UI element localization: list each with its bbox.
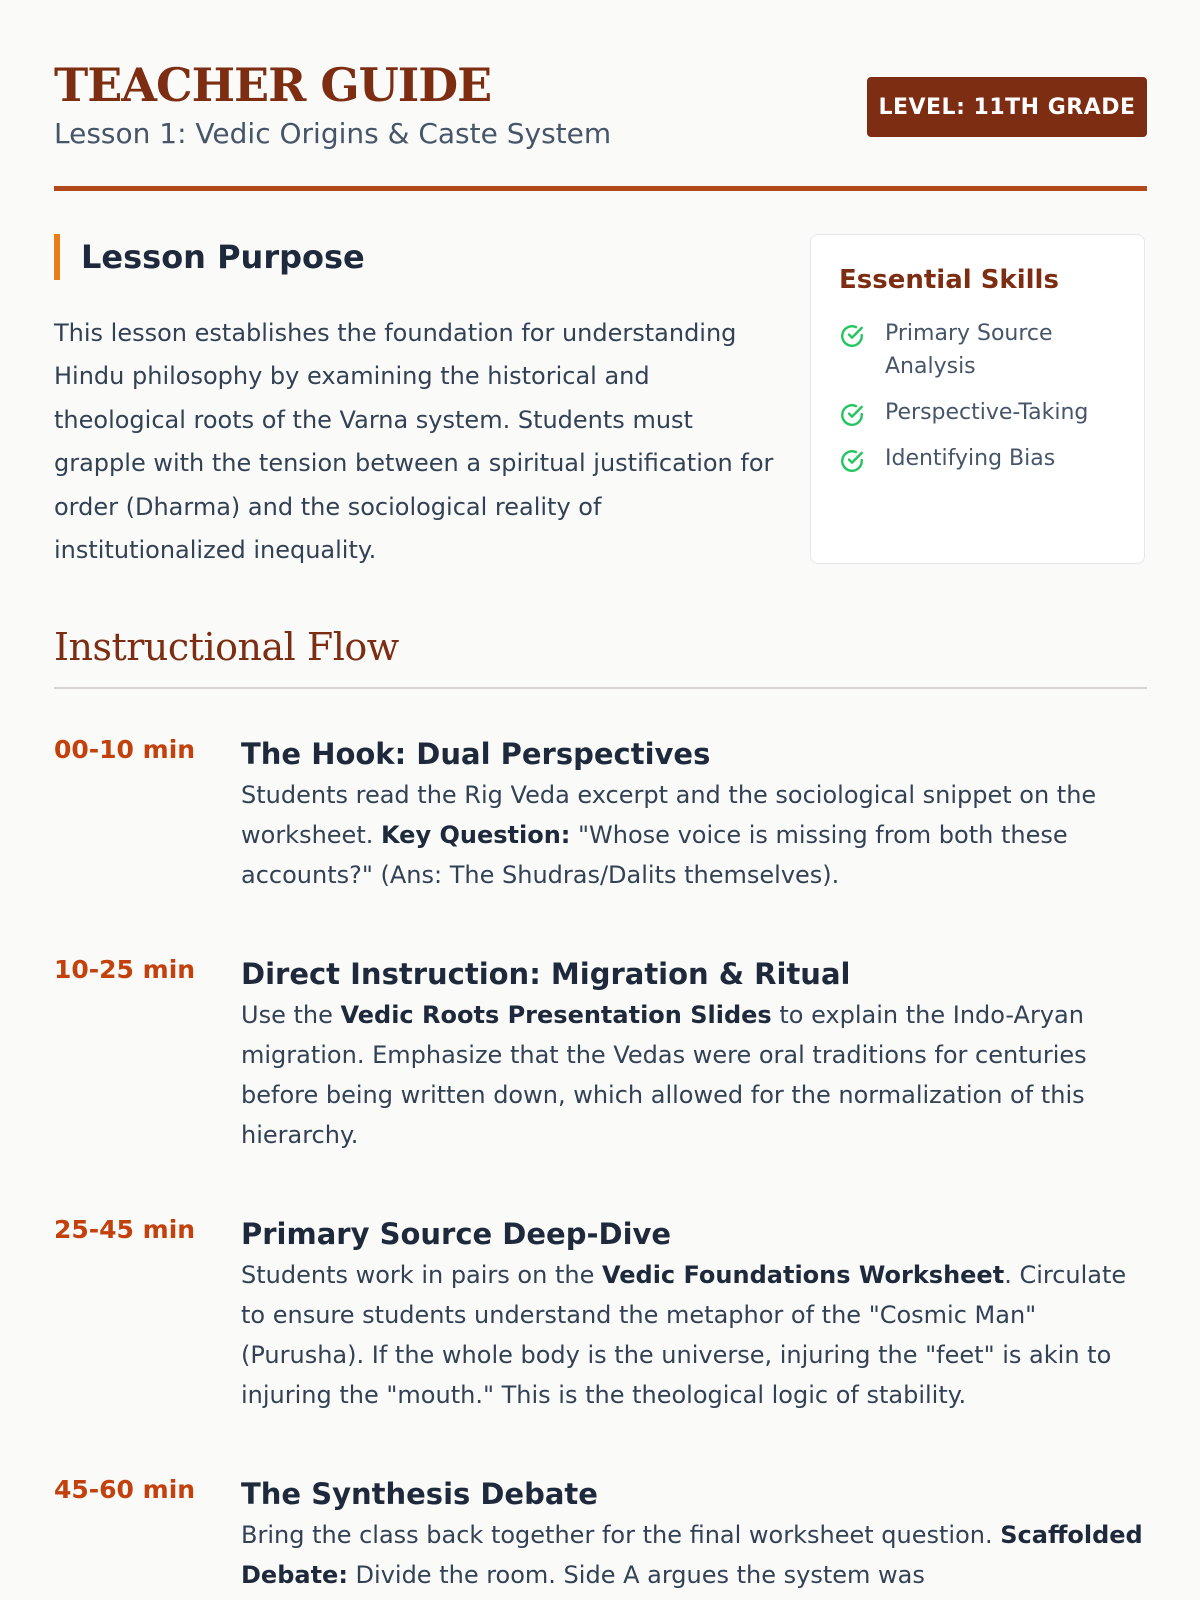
skills-list [839, 317, 1129, 488]
lesson-subtitle: Lesson 1: Vedic Origins & Caste System [54, 117, 612, 150]
essential-skills-heading: Essential Skills [839, 265, 1059, 295]
skill-item [839, 317, 1129, 383]
flow-text: to explain the Indo-Aryan migration. Emphasize that the Vedas were oral traditions for centuries before being written down, which allowed for the normalization of this hierarchy. [241, 1001, 1087, 1149]
flow-description [241, 775, 1147, 895]
skill-label: Primary Source Analysis [885, 321, 1053, 379]
skill-item [839, 396, 1129, 429]
check-circle-icon [839, 448, 865, 474]
flow-emphasis: Vedic Foundations Worksheet [601, 1261, 1005, 1289]
lesson-purpose-heading: Lesson Purpose [81, 238, 365, 276]
section-accent-bar [54, 234, 60, 280]
check-circle-icon [839, 402, 865, 428]
flow-description [241, 1255, 1147, 1415]
flow-text: Bring the class back together for the final worksheet question. [241, 1521, 1001, 1549]
flow-text: "Whose voice is missing from both these accounts?" (Ans: The Shudras/Dalits themselves). [241, 821, 1068, 889]
skill-item [839, 442, 1129, 475]
skill-label: Perspective-Taking [885, 400, 1089, 425]
lesson-purpose-text: This lesson establishes the foundation for understanding Hindu philosophy by examining the historical and theological roots of the Varna system. Students must grapple with the tension between a spiritual justification for order (Dharma) and the sociological reality of institutionalized inequality. [54, 319, 774, 565]
essential-skills-card [810, 234, 1145, 564]
check-circle-icon [839, 323, 865, 349]
level-badge: LEVEL: 11TH GRADE [867, 77, 1147, 137]
flow-emphasis: Key Question: [381, 821, 571, 849]
page-title: TEACHER GUIDE [54, 58, 492, 112]
flow-time: 10-25 min [54, 955, 196, 984]
flow-title: Primary Source Deep-Dive [241, 1217, 672, 1251]
flow-title: Direct Instruction: Migration & Ritual [241, 957, 851, 991]
flow-title: The Hook: Dual Perspectives [241, 737, 711, 771]
flow-emphasis: Scaffolded Debate: [241, 1521, 1143, 1589]
flow-text: Students work in pairs on the [241, 1261, 602, 1289]
instructional-flow-heading: Instructional Flow [54, 625, 399, 669]
skill-label: Identifying Bias [885, 446, 1056, 471]
flow-description [241, 995, 1147, 1155]
teacher-guide-page [54, 0, 1147, 1600]
flow-text: Use the [241, 1001, 341, 1029]
flow-text: Divide the room. Side A argues the system was [347, 1561, 925, 1589]
flow-title: The Synthesis Debate [241, 1477, 598, 1511]
flow-text: . Circulate to ensure students understand the metaphor of the "Cosmic Man" (Purusha). If the whole body is the universe, injuring the "feet" is akin to injuring the "mouth." This is the theological logic of stability. [241, 1261, 1127, 1409]
flow-time: 45-60 min [54, 1475, 196, 1504]
flow-text: Students read the Rig Veda excerpt and the sociological snippet on the worksheet. [241, 781, 1097, 849]
page-header [54, 55, 1147, 165]
header-divider [54, 186, 1147, 191]
flow-emphasis: Vedic Roots Presentation Slides [340, 1001, 772, 1029]
flow-divider [54, 687, 1147, 689]
flow-description [241, 1515, 1147, 1595]
flow-time: 00-10 min [54, 735, 196, 764]
flow-time: 25-45 min [54, 1215, 196, 1244]
